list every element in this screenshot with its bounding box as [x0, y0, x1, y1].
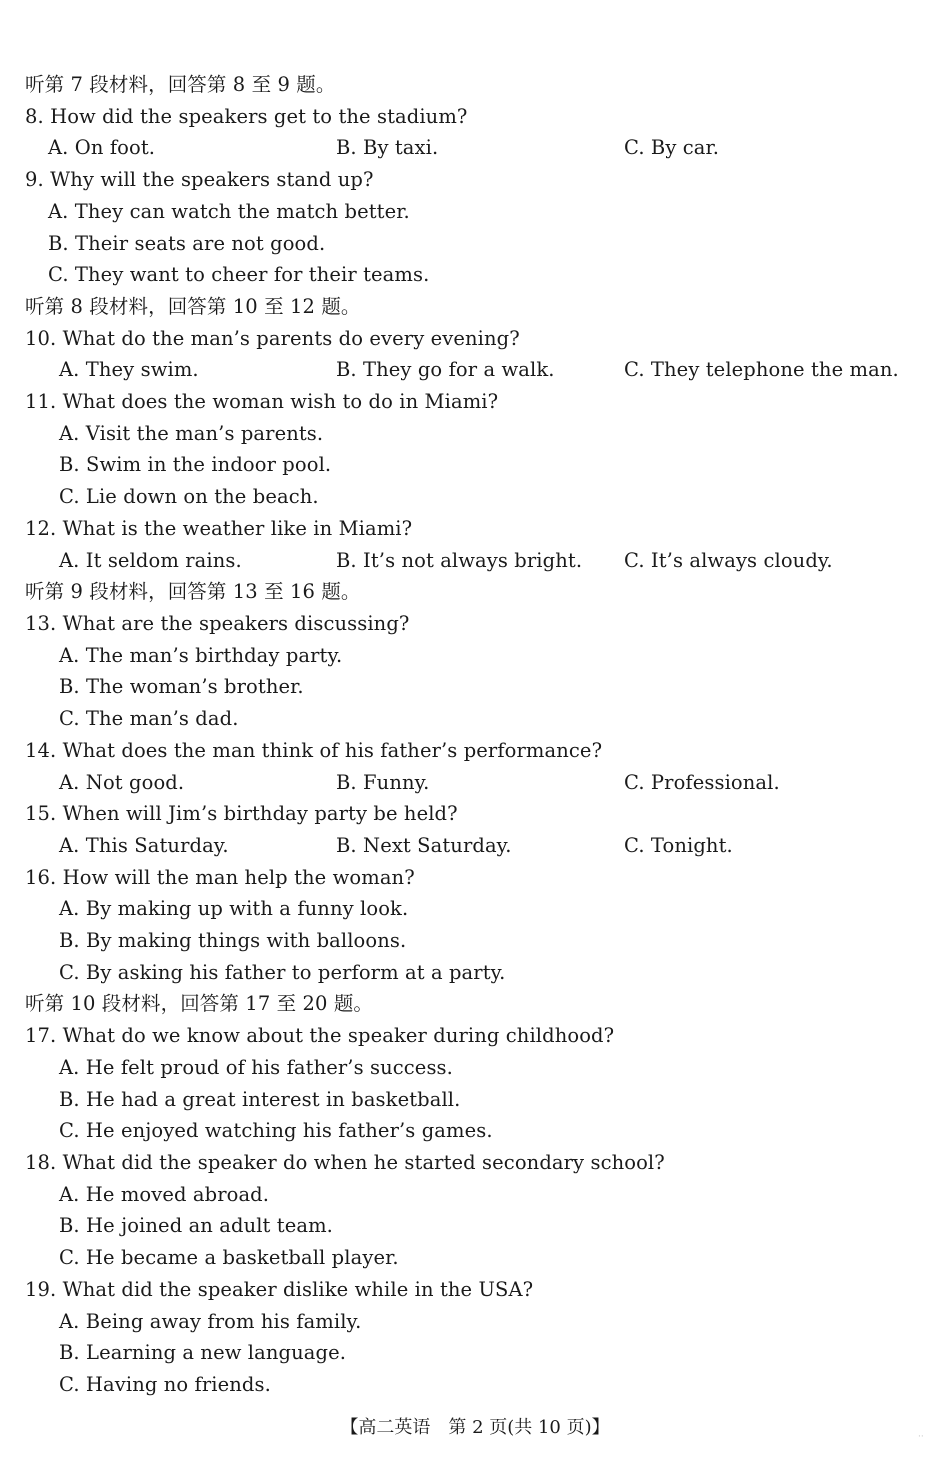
option-b: B. He joined an adult team. [59, 1214, 333, 1237]
option-a: A. By making up with a funny look. [59, 897, 409, 920]
question-13-stem: 13. What are the speakers discussing? [25, 612, 410, 635]
option-b: B. By making things with balloons. [59, 929, 407, 952]
option-a: A. He felt proud of his father’s success. [59, 1056, 453, 1079]
option-b: B. Swim in the indoor pool. [59, 453, 332, 476]
option-a: A. They can watch the match better. [48, 200, 410, 223]
option-c: C. By asking his father to perform at a party. [59, 961, 506, 984]
section-heading-10: 听第 10 段材料，回答第 17 至 20 题。 [25, 992, 374, 1015]
option-c: C. The man’s dad. [59, 707, 239, 730]
option-b: B. They go for a walk. [336, 358, 555, 381]
corner-mark: ·· [918, 1432, 924, 1442]
option-c: C. Lie down on the beach. [59, 485, 319, 508]
option-a: A. This Saturday. [59, 834, 229, 857]
option-c: C. Having no friends. [59, 1373, 271, 1396]
option-a: A. The man’s birthday party. [59, 644, 343, 667]
option-a: A. Being away from his family. [59, 1310, 362, 1333]
option-a: A. On foot. [48, 136, 156, 159]
question-16-stem: 16. How will the man help the woman? [25, 866, 415, 889]
option-b: B. Learning a new language. [59, 1341, 347, 1364]
option-c: C. Tonight. [624, 834, 733, 857]
question-14-stem: 14. What does the man think of his father’s performance? [25, 739, 603, 762]
option-c: C. He became a basketball player. [59, 1246, 399, 1269]
option-c: C. Professional. [624, 771, 780, 794]
option-c: C. By car. [624, 136, 720, 159]
option-b: B. By taxi. [336, 136, 439, 159]
question-15-stem: 15. When will Jim’s birthday party be held? [25, 802, 458, 825]
question-9-stem: 9. Why will the speakers stand up? [25, 168, 374, 191]
option-b: B. The woman’s brother. [59, 675, 304, 698]
option-c: C. They telephone the man. [624, 358, 899, 381]
option-a: A. It seldom rains. [59, 549, 242, 572]
option-a: A. Not good. [59, 771, 185, 794]
option-a: A. Visit the man’s parents. [59, 422, 324, 445]
option-b: B. Funny. [336, 771, 430, 794]
question-8-stem: 8. How did the speakers get to the stadium? [25, 105, 468, 128]
option-a: A. He moved abroad. [59, 1183, 270, 1206]
question-12-stem: 12. What is the weather like in Miami? [25, 517, 413, 540]
section-heading-7: 听第 7 段材料，回答第 8 至 9 题。 [25, 73, 336, 96]
question-11-stem: 11. What does the woman wish to do in Miami? [25, 390, 499, 413]
question-18-stem: 18. What did the speaker do when he started secondary school? [25, 1151, 665, 1174]
option-b: B. He had a great interest in basketball. [59, 1088, 461, 1111]
section-heading-8: 听第 8 段材料，回答第 10 至 12 题。 [25, 295, 361, 318]
question-17-stem: 17. What do we know about the speaker during childhood? [25, 1024, 615, 1047]
option-b: B. Next Saturday. [336, 834, 512, 857]
question-19-stem: 19. What did the speaker dislike while in the USA? [25, 1278, 534, 1301]
question-10-stem: 10. What do the man’s parents do every evening? [25, 327, 520, 350]
option-b: B. Their seats are not good. [48, 232, 326, 255]
option-c: C. They want to cheer for their teams. [48, 263, 430, 286]
option-c: C. It’s always cloudy. [624, 549, 833, 572]
option-b: B. It’s not always bright. [336, 549, 583, 572]
option-c: C. He enjoyed watching his father’s games. [59, 1119, 493, 1142]
page-footer: 【高二英语 第 2 页(共 10 页)】 [340, 1417, 610, 1438]
option-a: A. They swim. [59, 358, 199, 381]
section-heading-9: 听第 9 段材料，回答第 13 至 16 题。 [25, 580, 361, 603]
